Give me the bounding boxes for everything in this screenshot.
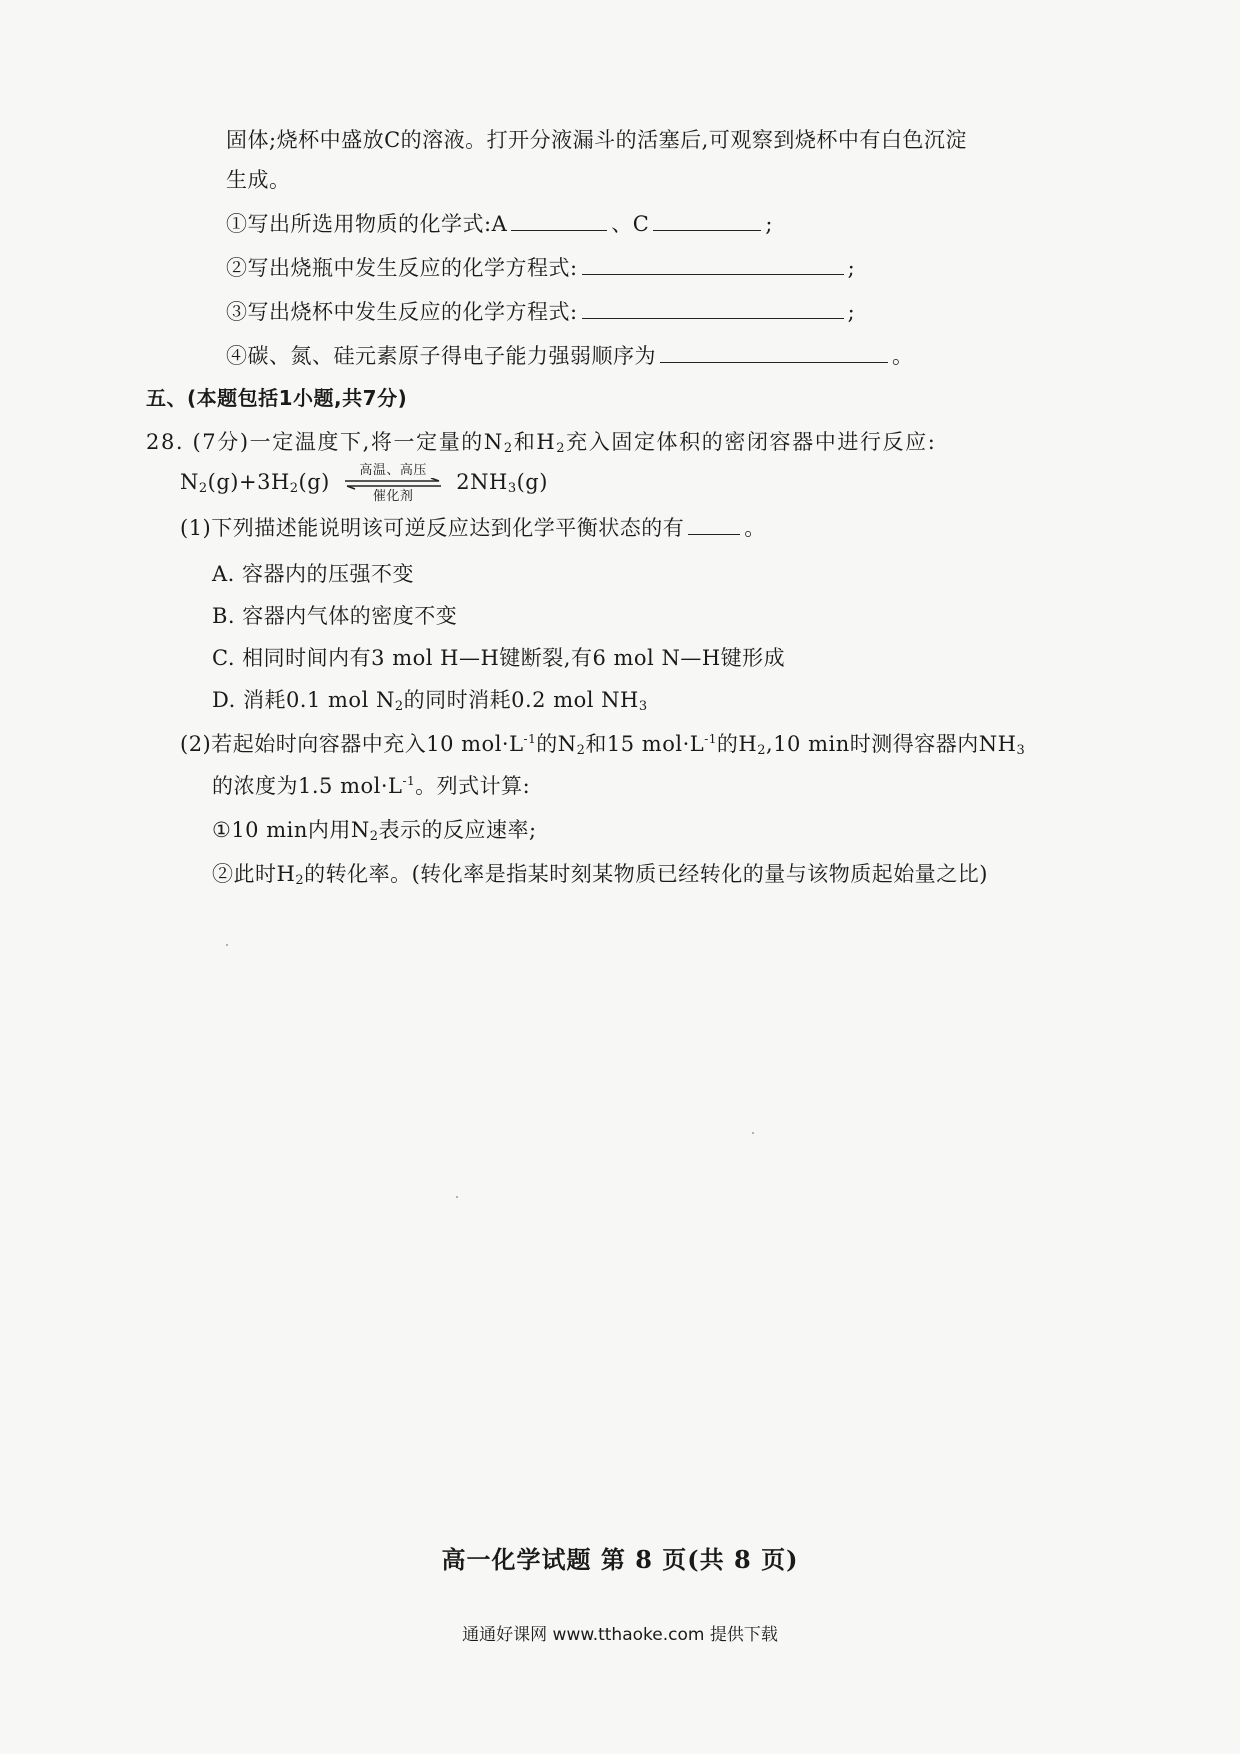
answer-blank-a [511,212,607,231]
answer-blank-order [660,344,888,363]
answer-blank-part1 [688,516,740,535]
q28-equation: $N_2(g)+3H_2(g)$ 高温、高压 催化剂 $2NH_3(g)$ [180,462,548,504]
q28-part2-line1: (2)若起始时向容器中充入10 $mol\cdot L^{-1}$的$N_2$和15 $mol\cdot L^{-1}$的$H_2,10$ min时测得容器内$NH_3$ [180,732,1026,758]
q27-text-line2: 生成。 [226,168,291,192]
scan-speck [226,944,228,946]
q27-item2: ②写出烧瓶中发生反应的化学方程式: ; [226,256,856,280]
answer-blank-flask-equation [582,256,844,275]
q27-item3: ③写出烧杯中发生反应的化学方程式: ; [226,300,856,324]
q28-sub2: ②此时$H_2$的转化率。(转化率是指某时刻某物质已经转化的量与该物质起始量之比) [212,862,988,888]
q28-part1: (1)下列描述能说明该可逆反应达到化学平衡状态的有 。 [180,516,766,540]
reversible-arrow-icon: 高温、高压 催化剂 [343,470,443,498]
q28-part2-line2: 的浓度为1.5 $mol\cdot L^{-1}$。列式计算: [212,774,531,798]
q27-item4: ④碳、氮、硅元素原子得电子能力强弱顺序为 。 [226,344,914,368]
option-a: A. 容器内的压强不变 [212,562,415,586]
scan-speck [752,1132,754,1134]
option-c: C. 相同时间内有3 mol H—H键断裂,有6 mol N—H键形成 [212,646,786,670]
option-b: B. 容器内气体的密度不变 [212,604,458,628]
q27-item1: ①写出所选用物质的化学式:A 、C ; [226,212,773,236]
scan-speck [456,1196,458,1198]
q27-text-line1: 固体;烧杯中盛放C的溶液。打开分液漏斗的活塞后,可观察到烧杯中有白色沉淀 [226,128,967,152]
answer-blank-c [653,212,761,231]
download-credit: 通通好课网 www.tthaoke.com 提供下载 [462,1625,778,1645]
section-heading: 五、(本题包括1小题,共7分) [146,386,408,410]
page-footer: 高一化学试题 第 8 页(共 8 页) [441,1545,799,1574]
q28-intro: 28. (7分)一定温度下,将一定量的$N_2$和$H_2$充入固定体积的密闭容器中进行反应: [146,430,937,456]
q28-sub1: ①10 min内用$N_2$表示的反应速率; [212,818,537,844]
answer-blank-beaker-equation [582,300,844,319]
option-d: D. 消耗0.1 mol $N_2$的同时消耗0.2 mol $NH_3$ [212,688,648,714]
